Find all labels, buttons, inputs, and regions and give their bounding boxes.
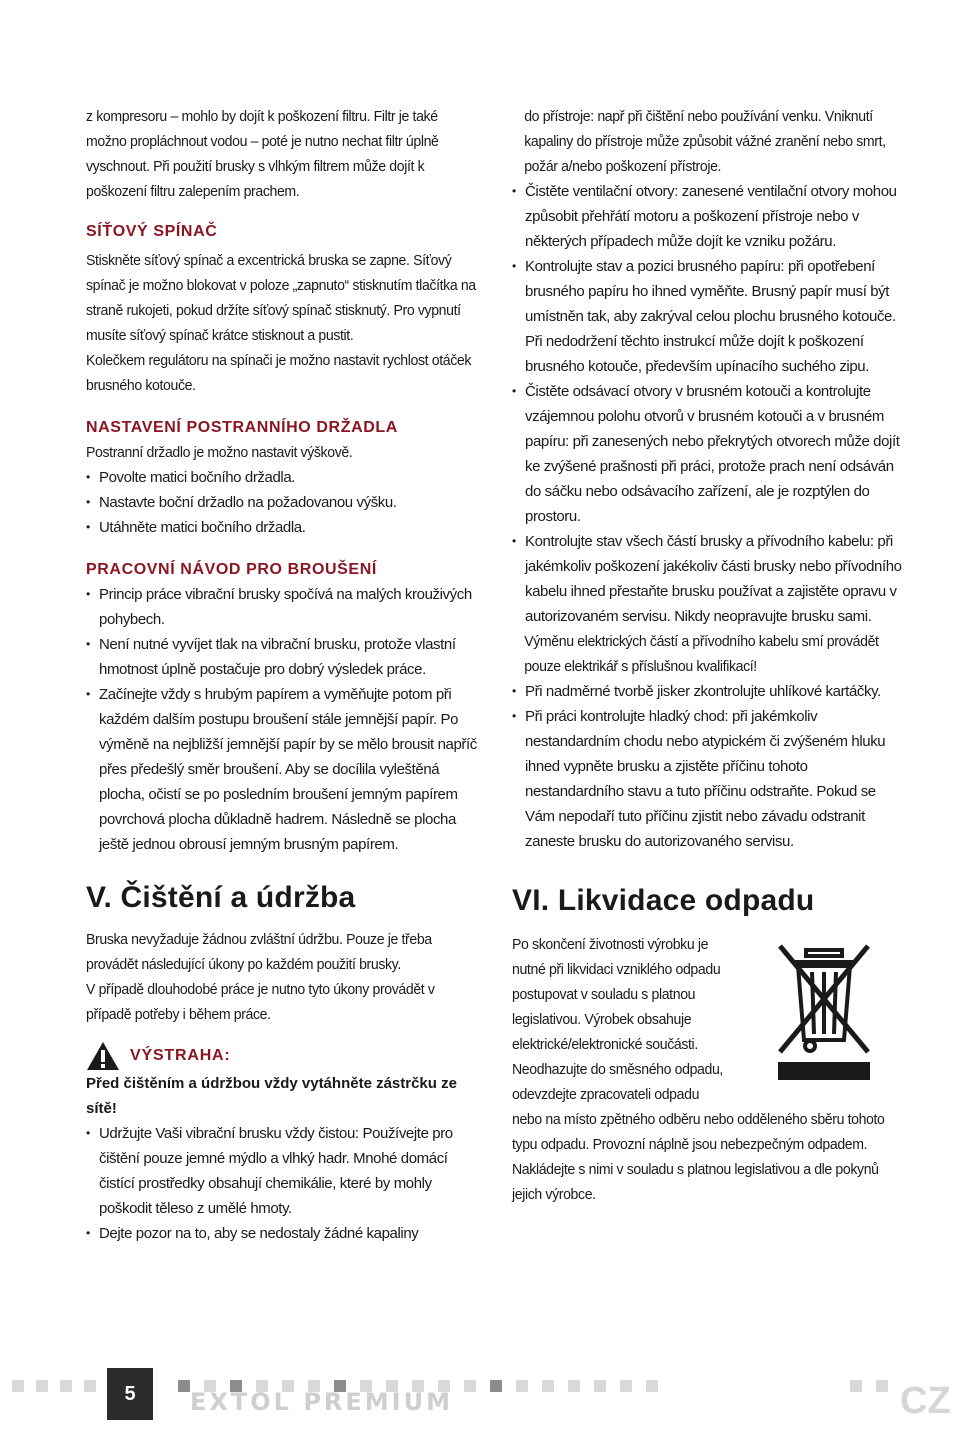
disposal-text: Po skončení životnosti výrobku je nutné při likvidaci vzniklého odpadu postupovat v souladu s platnou legislativou. Výrobek obsahuje elektrické/elektronické součásti. Neodhazujte do směsného odpadu, odevzdejte zpracovateli odpadu: [512, 936, 723, 1103]
list-item: • Není nutné vyvíjet tlak na vibrační brusku, protože vlastní hmotnost úplně postačuje pro dobrý výsledek práce.: [86, 632, 478, 682]
cleaning-paragraph-2: V případě dlouhodobé práce je nutno tyto úkony provádět v případě potřeby i během práce.: [86, 981, 435, 1023]
language-code: CZ: [900, 1380, 951, 1422]
right-column: [512, 104, 904, 1207]
electric-note: Výměnu elektrických částí a přívodního kabelu smí provádět pouze elektrikář s příslušnou kvalifikací!: [524, 633, 879, 675]
list-item: • Při nadměrné tvorbě jisker zkontrolujte uhlíkové kartáčky.: [512, 679, 904, 704]
disposal-block: [512, 932, 904, 1207]
maintenance-items: [512, 179, 904, 629]
disposal-text-2: nebo na místo zpětného odběru nebo odděleného sběru tohoto typu odpadu. Provozní náplně jsou nebezpečným odpadem. Nakládejte s nimi v souladu s platnou legislativou a dle pokynů jejich výrobce.: [512, 1111, 885, 1203]
intro-paragraph: z kompresoru – mohlo by dojít k poškození filtru. Filtr je také možno propláchnout vodou – poté je nutno nechat filtr úplně vyschnout. Při použití brusky s vlhkým filtrem může dojít k poškození filtru zalepením prachem.: [86, 108, 439, 200]
liquid-paragraph: do přístroje: např při čištění nebo používání venku. Vniknutí kapaliny do přístroje může způsobit vážné zranění nebo smrt, požár a/nebo poškození přístroje.: [524, 108, 886, 175]
list-item: • Dejte pozor na to, aby se nedostaly žádné kapaliny: [86, 1221, 478, 1246]
list-item: • Kontrolujte stav a pozici brusného papíru: při opotřebení brusného papíru ho ihned vyměňte. Brusný papír musí být umístněn tak, aby zakrýval celou plochu brusného kotouče. Při nedodržení těchto instrukcí může dojít k poškození brusného kotouče, především upínacího suchého zipu.: [512, 254, 904, 379]
list-item: • Utáhněte matici bočního držadla.: [86, 515, 478, 540]
list-item: • Udržujte Vaši vibrační brusku vždy čistou: Používejte pro čištění pouze jemné mýdlo a vlhký hadr. Mnohé domácí čistící prostředky obsahují chemikálie, které by mohly poškodit těleso z umělé hmoty.: [86, 1121, 478, 1221]
disposal-heading: VI. Likvidace odpadu: [512, 884, 815, 917]
switch-heading: SÍŤOVÝ SPÍNAČ: [86, 223, 218, 240]
cleaning-items: [86, 1121, 478, 1246]
weee-bin-icon: [772, 940, 876, 1080]
brand-logo: EXTOL PREMIUM: [190, 1388, 453, 1416]
list-item: • Čistěte ventilační otvory: zanesené ventilační otvory mohou způsobit přehřátí motoru a poškození přístroje nebo v některých případech může dojít ke vzniku požáru.: [512, 179, 904, 254]
work-items: [86, 582, 478, 857]
warning-title: VÝSTRAHA:: [130, 1047, 231, 1064]
list-item: • Povolte matici bočního držadla.: [86, 465, 478, 490]
warning-block: [86, 1041, 478, 1071]
cleaning-paragraph: Bruska nevyžaduje žádnou zvláštní údržbu. Pouze je třeba provádět následující úkony po každém použití brusky.: [86, 931, 432, 973]
cleaning-heading: V. Čištění a údržba: [86, 881, 356, 914]
handle-heading: NASTAVENÍ POSTRANNÍHO DRŽADLA: [86, 419, 398, 436]
regulator-paragraph: Kolečkem regulátoru na spínači je možno nastavit rychlost otáček brusného kotouče.: [86, 352, 472, 394]
list-item: • Začínejte vždy s hrubým papírem a vyměňujte potom při každém dalším postupu broušení stále jemnější papír. Po výměně na nejbližší jemnější papír by se mělo brousit napříč přes předešlý směr broušení. Aby se docílila vyleštěná plocha, očistí se po posledním broušení jemným papírem povrchová plocha důkladně hadrem. Následně se plocha ještě jednou obrousí jemným brusným papírem.: [86, 682, 478, 857]
handle-steps: [86, 465, 478, 540]
warning-body: Před čištěním a údržbou vždy vytáhněte zástrčku ze sítě!: [86, 1075, 457, 1117]
list-item: • Kontrolujte stav všech částí brusky a přívodního kabelu: při jakémkoliv poškození jakékoliv části brusky nebo přívodního kabelu ihned přestaňte brusku používat a zajistěte opravu v autorizovaném servisu. Nikdy neopravujte brusku sami.: [512, 529, 904, 629]
maintenance-items-2: [512, 679, 904, 854]
list-item: • Při práci kontrolujte hladký chod: při jakémkoliv nestandardním chodu nebo atypickém či zvýšeném hluku ihned vypněte brusku a zjistěte příčinu tohoto nestandardního stavu a tuto příčinu odstraňte. Pokud se Vám nepodaří tuto příčinu zjistit nebo závadu odstranit zaneste brusku do autorizovaného servisu.: [512, 704, 904, 854]
switch-paragraph: Stiskněte síťový spínač a excentrická bruska se zapne. Síťový spínač je možno blokovat v poloze „zapnuto“ stisknutím tlačítka na straně rukojeti, pokud držíte síťový spínač stisknutý. Pro vypnutí musíte síťový spínač krátce stisknout a pustit.: [86, 252, 476, 344]
list-item: • Čistěte odsávací otvory v brusném kotouči a kontrolujte vzájemnou polohu otvorů v brusném kotouči a v brusném papíru: při zanesených nebo překrytých otvorech může dojít ke zvýšené prašnosti při práci, protože prach není odsáván do sáčku nebo odsávacího zařízení, ale je rozptýlen do prostoru.: [512, 379, 904, 529]
left-column: [86, 104, 478, 1246]
work-heading: PRACOVNÍ NÁVOD PRO BROUŠENÍ: [86, 561, 377, 578]
warning-icon: [86, 1041, 120, 1071]
list-item: • Nastavte boční držadlo na požadovanou výšku.: [86, 490, 478, 515]
list-item: • Princip práce vibrační brusky spočívá na malých krouživých pohybech.: [86, 582, 478, 632]
page-number: 5: [107, 1368, 153, 1420]
handle-intro: Postranní držadlo je možno nastavit výškově.: [86, 444, 353, 461]
